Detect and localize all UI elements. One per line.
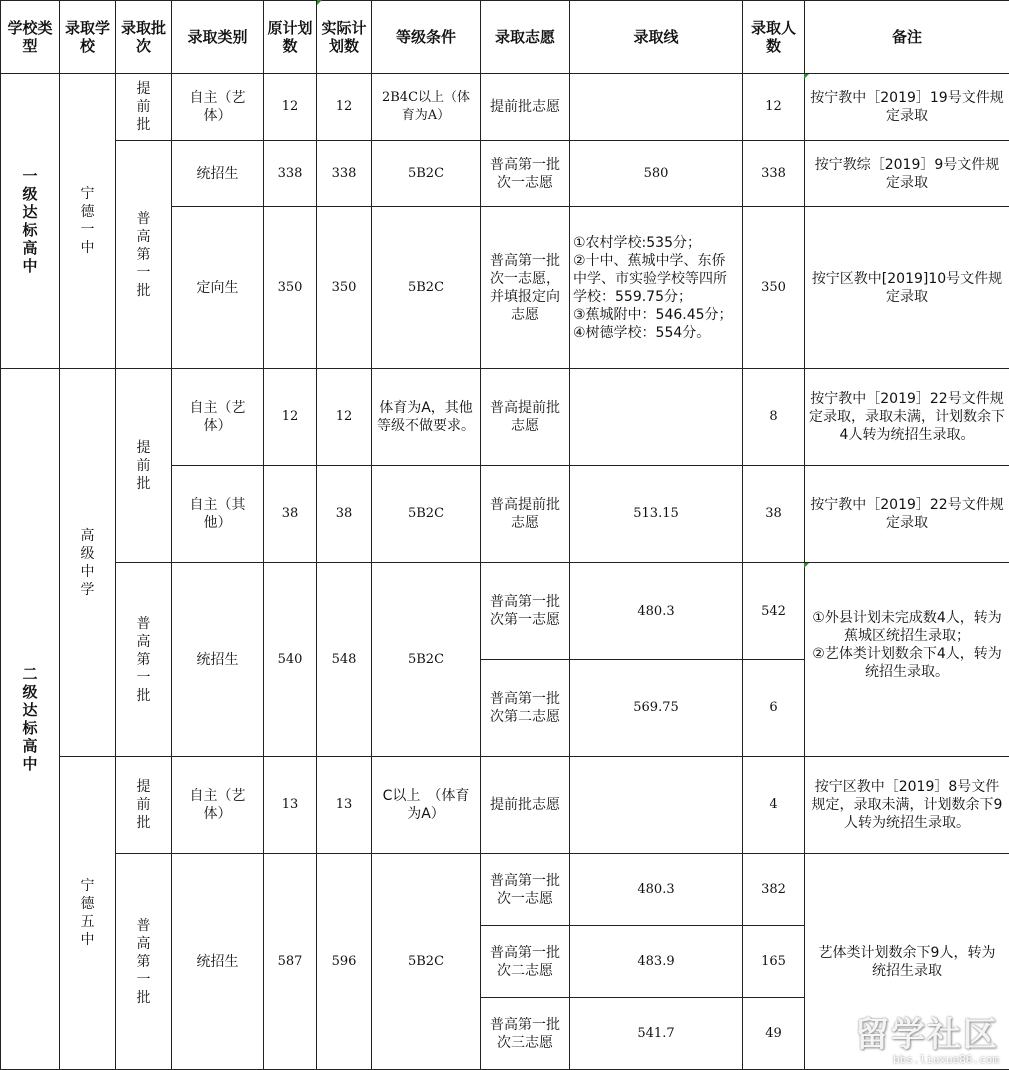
choice-cell: 普高第一批次二志愿 — [481, 926, 570, 998]
admitted-cell: 38 — [743, 466, 805, 563]
choice-cell: 普高第一批次第二志愿 — [481, 660, 570, 757]
choice-cell: 普高第一批次一志愿，并填报定向志愿 — [481, 207, 570, 369]
grade-cond-cell: 体育为A，其他等级不做要求。 — [372, 369, 481, 466]
grade-cond-cell: 5B2C — [372, 141, 481, 207]
orig-plan-cell: 587 — [264, 854, 317, 1070]
comment-marker-icon — [317, 0, 322, 5]
admitted-cell: 4 — [743, 757, 805, 854]
orig-plan-cell: 338 — [264, 141, 317, 207]
line-cell: 480.3 — [570, 854, 743, 926]
choice-cell: 普高提前批志愿 — [481, 369, 570, 466]
admitted-cell: 165 — [743, 926, 805, 998]
remark-cell: 按宁区教中［2019］8号文件规定，录取未满，计划数余下9人转为统招生录取。 — [805, 757, 1009, 854]
orig-plan-cell: 540 — [264, 563, 317, 757]
grade-cond-cell: C以上 （体育为A） — [372, 757, 481, 854]
admitted-cell: 338 — [743, 141, 805, 207]
grade-cond-cell: 5B2C — [372, 466, 481, 563]
actual-plan-cell: 338 — [317, 141, 372, 207]
line-item: ④树德学校：554分。 — [573, 324, 711, 341]
grade-cond-cell: 5B2C — [372, 854, 481, 1070]
orig-plan-cell: 12 — [264, 74, 317, 141]
category-cell: 统招生 — [172, 141, 264, 207]
line-cell — [570, 369, 743, 466]
remark-cell: ①外县计划未完成数4人，转为蕉城区统招生录取； ②艺体类计划数余下4人，转为统招生录取。 — [805, 563, 1009, 757]
line-cell: 480.3 — [570, 563, 743, 660]
remark-cell: 艺体类计划数余下9人，转为统招生录取 — [805, 854, 1009, 1070]
line-item: ①农村学校:535分； — [573, 234, 701, 251]
choice-cell: 普高第一批次一志愿 — [481, 141, 570, 207]
table-row — [1, 141, 1009, 207]
watermark-sub: bbs.liuxue86.com — [893, 1053, 999, 1066]
remark-cell: 按宁教综［2019］9号文件规定录取 — [805, 141, 1009, 207]
actual-plan-cell: 596 — [317, 854, 372, 1070]
watermark-main: 留学社区 — [855, 1015, 999, 1055]
line-item: ②十中、蕉城中学、东侨中学、市实验学校等四所学校：559.75分； — [573, 252, 727, 305]
batch-first: 普高第一批 — [116, 141, 172, 369]
actual-plan-cell: 350 — [317, 207, 372, 369]
actual-plan-cell: 548 — [317, 563, 372, 757]
admitted-cell: 49 — [743, 998, 805, 1070]
remark-cell: 按宁教中［2019］19号文件规定录取 — [805, 74, 1009, 141]
orig-plan-cell: 13 — [264, 757, 317, 854]
header-admitted: 录取人数 — [743, 1, 805, 74]
remark-cell: 按宁区教中[2019]10号文件规定录取 — [805, 207, 1009, 369]
header-category: 录取类别 — [172, 1, 264, 74]
header-row — [1, 1, 1009, 74]
batch-early: 提前批 — [116, 757, 172, 854]
line-item: ③蕉城附中：546.45分； — [573, 306, 733, 323]
line-cell: 541.7 — [570, 998, 743, 1070]
school-s1: 宁德一中 — [60, 74, 116, 369]
admitted-cell: 382 — [743, 854, 805, 926]
header-school: 录取学校 — [60, 1, 116, 74]
category-cell: 自主（艺体） — [172, 369, 264, 466]
header-remark: 备注 — [805, 1, 1009, 74]
admitted-cell: 542 — [743, 563, 805, 660]
grade-cond-cell: 5B2C — [372, 207, 481, 369]
actual-plan-cell: 12 — [317, 369, 372, 466]
header-line: 录取线 — [570, 1, 743, 74]
line-cell: 580 — [570, 141, 743, 207]
category-cell: 定向生 — [172, 207, 264, 369]
line-cell: 513.15 — [570, 466, 743, 563]
admitted-cell: 6 — [743, 660, 805, 757]
orig-plan-cell: 12 — [264, 369, 317, 466]
batch-first: 普高第一批 — [116, 854, 172, 1070]
choice-cell: 普高第一批次一志愿 — [481, 854, 570, 926]
header-choice: 录取志愿 — [481, 1, 570, 74]
group-level1: 一级达标高中 — [1, 74, 60, 369]
admitted-cell: 12 — [743, 74, 805, 141]
actual-plan-cell: 13 — [317, 757, 372, 854]
category-cell: 自主（艺体） — [172, 74, 264, 141]
header-actual-plan: 实际计划数 — [317, 1, 372, 74]
line-cell: 569.75 — [570, 660, 743, 757]
header-school-type: 学校类型 — [1, 1, 60, 74]
line-cell — [570, 74, 743, 141]
comment-marker-icon — [804, 563, 809, 568]
choice-cell: 普高第一批次第一志愿 — [481, 563, 570, 660]
orig-plan-cell: 350 — [264, 207, 317, 369]
choice-cell: 提前批志愿 — [481, 757, 570, 854]
admitted-cell: 350 — [743, 207, 805, 369]
table-row — [1, 757, 1009, 854]
choice-cell: 普高第一批次三志愿 — [481, 998, 570, 1070]
category-cell: 自主（其他） — [172, 466, 264, 563]
table-row — [1, 369, 1009, 466]
school-s2: 高级中学 — [60, 369, 116, 757]
grade-cond-cell: 5B2C — [372, 563, 481, 757]
category-cell: 统招生 — [172, 563, 264, 757]
table-row — [1, 563, 1009, 660]
batch-early: 提前批 — [116, 369, 172, 563]
line-cell: 483.9 — [570, 926, 743, 998]
choice-cell: 提前批志愿 — [481, 74, 570, 141]
actual-plan-cell: 12 — [317, 74, 372, 141]
admitted-cell: 8 — [743, 369, 805, 466]
table-row — [1, 74, 1009, 141]
category-cell: 自主（艺体） — [172, 757, 264, 854]
table-row — [1, 854, 1009, 926]
actual-plan-cell: 38 — [317, 466, 372, 563]
category-cell: 统招生 — [172, 854, 264, 1070]
header-grade-cond: 等级条件 — [372, 1, 481, 74]
line-cell — [570, 207, 743, 369]
header-orig-plan: 原计划数 — [264, 1, 317, 74]
orig-plan-cell: 38 — [264, 466, 317, 563]
remark-cell: 按宁教中［2019］22号文件规定录取，录取未满，计划数余下4人转为统招生录取。 — [805, 369, 1009, 466]
grade-cond-cell: 2B4C以上（体育为A） — [372, 74, 481, 141]
header-batch: 录取批次 — [116, 1, 172, 74]
group-level2: 二级达标高中 — [1, 369, 60, 1070]
school-s3: 宁德五中 — [60, 757, 116, 1070]
remark-cell: 按宁教中［2019］22号文件规定录取 — [805, 466, 1009, 563]
batch-first: 普高第一批 — [116, 563, 172, 757]
choice-cell: 普高提前批志愿 — [481, 466, 570, 563]
comment-marker-icon — [804, 74, 809, 79]
batch-early: 提前批 — [116, 74, 172, 141]
line-cell — [570, 757, 743, 854]
